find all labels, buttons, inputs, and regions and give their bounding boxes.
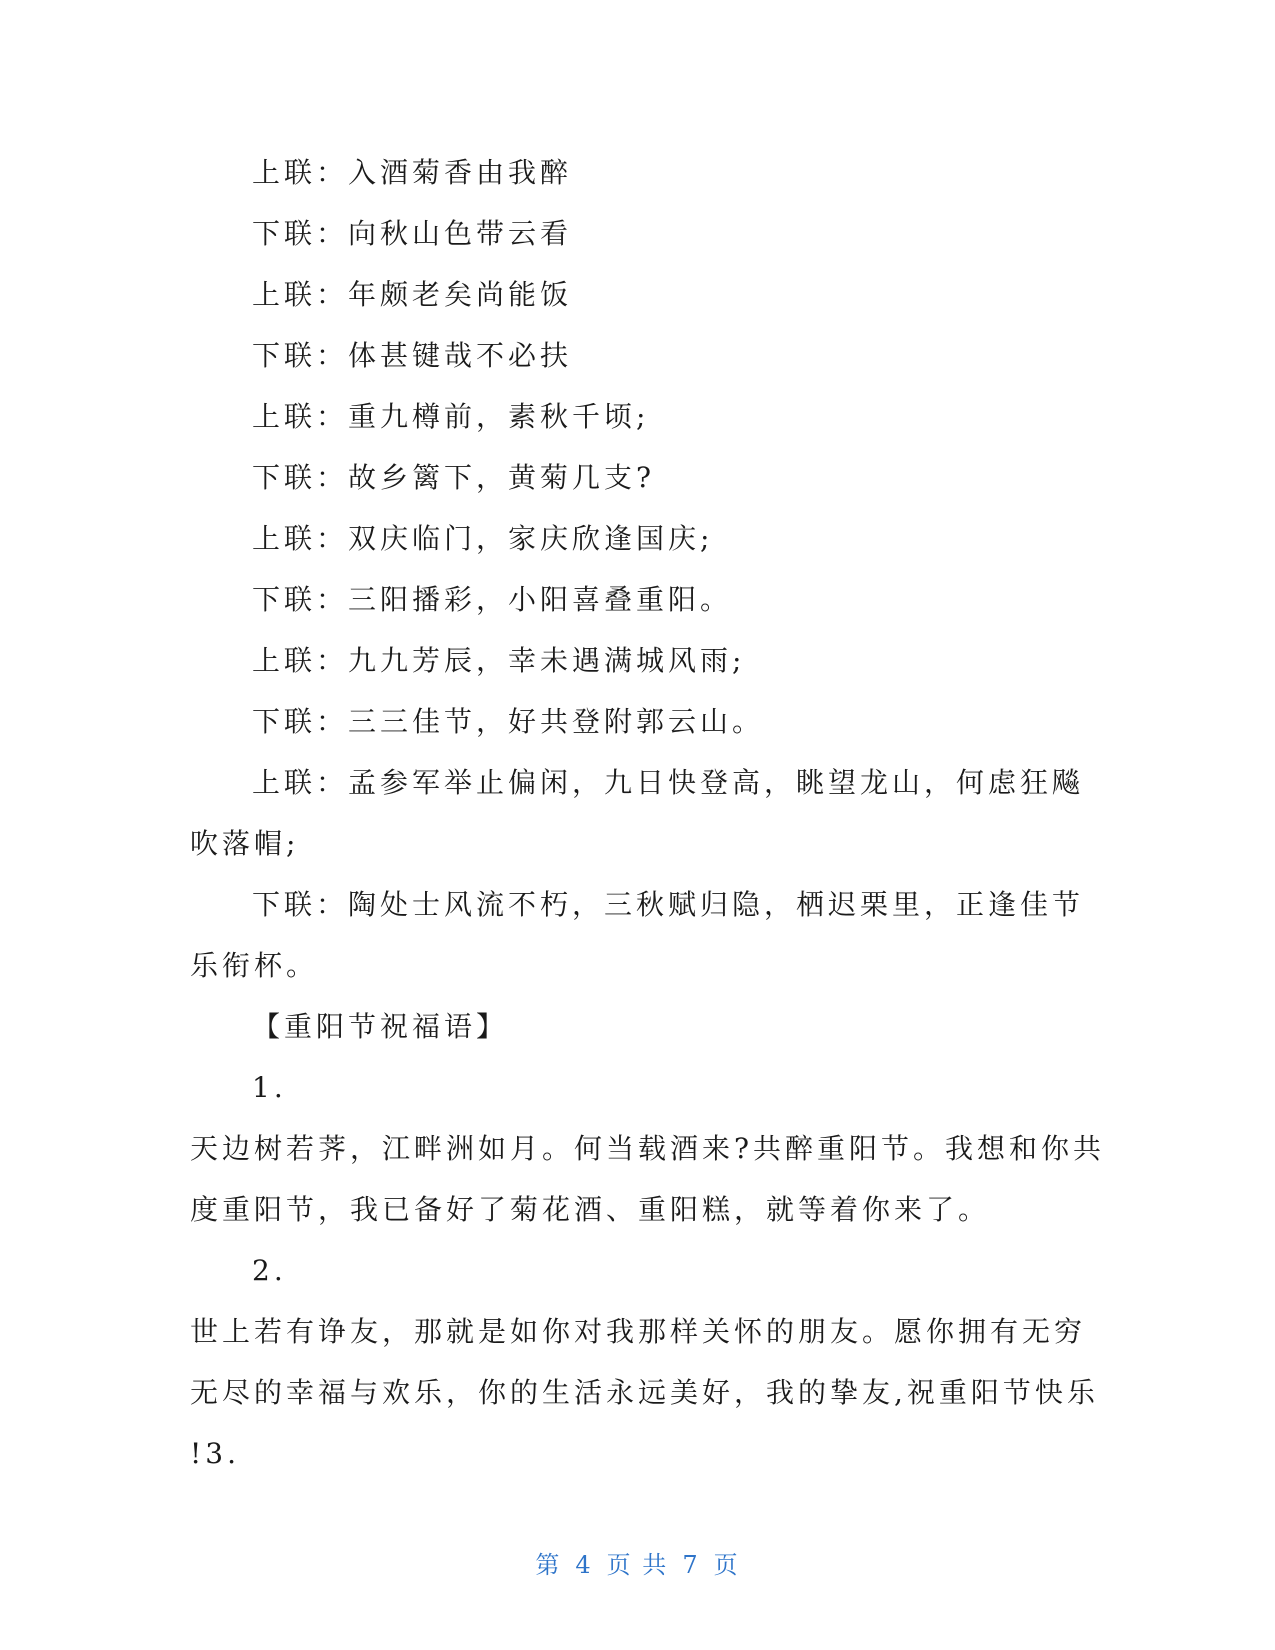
blessing-paragraph-line: !3.	[190, 1437, 240, 1470]
couplet-lower-line: 下联：三阳播彩，小阳喜叠重阳。	[252, 583, 733, 616]
page-footer	[0, 1545, 1275, 1580]
couplet-upper-line: 上联：年颇老矣尚能饭	[252, 278, 573, 311]
couplet-lower-line: 下联：向秋山色带云看	[252, 217, 573, 250]
couplet-upper-line-continued: 吹落帽;	[190, 827, 300, 860]
couplet-upper-line: 上联：九九芳辰，幸未遇满城风雨;	[252, 644, 746, 677]
blessing-paragraph-line: 无尽的幸福与欢乐，你的生活永远美好，我的挚友,祝重阳节快乐	[190, 1376, 1099, 1409]
list-number: 2.	[252, 1254, 287, 1287]
document-body	[190, 142, 1106, 1484]
couplet-upper-line: 上联：入酒菊香由我醉	[252, 156, 573, 189]
couplet-lower-line: 下联：三三佳节，好共登附郭云山。	[252, 705, 765, 738]
couplet-upper-line: 上联：孟参军举止偏闲，九日快登高，眺望龙山，何虑狂飚	[252, 766, 1085, 799]
footer-middle: 页 共	[606, 1551, 669, 1579]
couplet-upper-line: 上联：重九樽前，素秋千顷;	[252, 400, 650, 433]
footer-prefix: 第	[535, 1551, 562, 1579]
couplet-upper-line: 上联：双庆临门，家庆欣逢国庆;	[252, 522, 714, 555]
footer-total-pages: 7	[682, 1551, 700, 1579]
blessing-paragraph-line: 世上若有诤友，那就是如你对我那样关怀的朋友。愿你拥有无穷	[190, 1315, 1087, 1348]
couplet-lower-line-continued: 乐衔杯。	[190, 949, 319, 982]
couplet-lower-line: 下联：故乡篱下，黄菊几支?	[252, 461, 656, 494]
couplet-lower-line: 下联：陶处士风流不朽，三秋赋归隐，栖迟栗里，正逢佳节	[252, 888, 1085, 921]
section-heading: 【重阳节祝福语】	[252, 1010, 509, 1043]
blessing-paragraph-line: 天边树若荠，江畔洲如月。何当载酒来?共醉重阳节。我想和你共	[190, 1132, 1106, 1165]
list-number: 1.	[252, 1071, 287, 1104]
footer-suffix: 页	[713, 1551, 740, 1579]
footer-page-number: 4	[575, 1551, 593, 1579]
blessing-paragraph-line: 度重阳节，我已备好了菊花酒、重阳糕，就等着你来了。	[190, 1193, 991, 1226]
couplet-lower-line: 下联：体甚键哉不必扶	[252, 339, 573, 372]
